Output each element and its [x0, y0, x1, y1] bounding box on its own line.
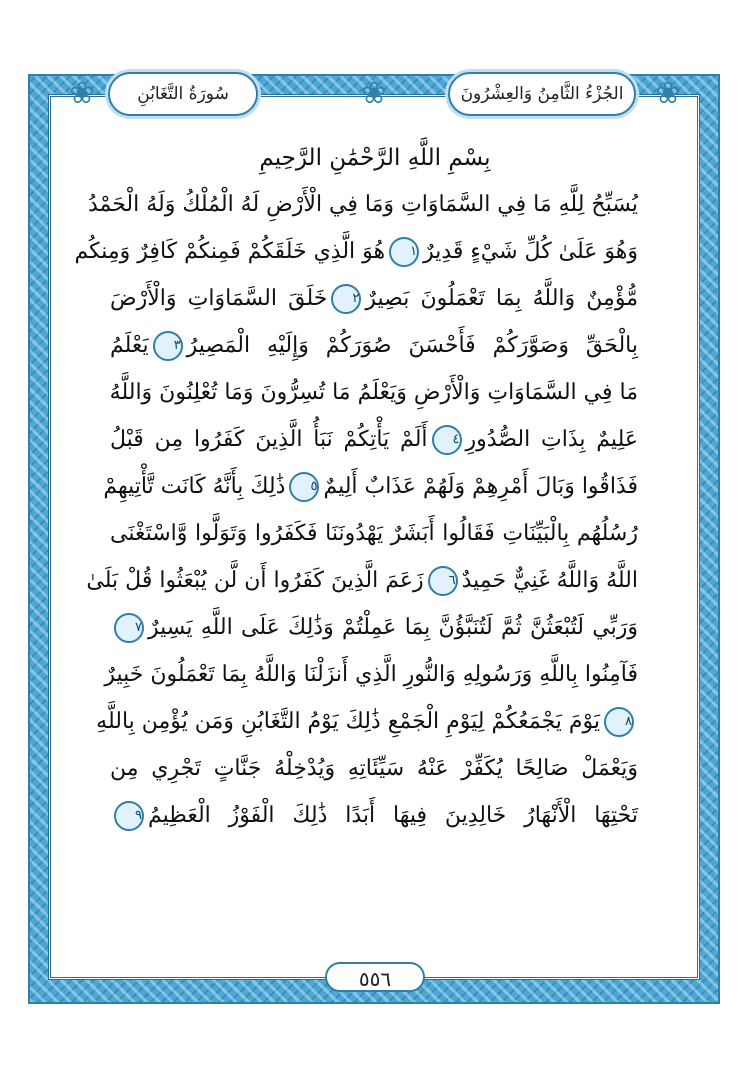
verse-line [74, 229, 638, 275]
verse-line [110, 417, 638, 463]
verse-text: فَذَاقُوا وَبَالَ أَمْرِهِمْ وَلَهُمْ عَذَابٌ أَلِيمٌ [323, 474, 638, 499]
verse-text: زَعَمَ الَّذِينَ كَفَرُوا أَن لَّن يُبْعَثُوا قُلْ بَلَىٰ [86, 568, 424, 593]
verse-line [110, 793, 638, 839]
ayah-number-marker: ٣ [153, 331, 183, 361]
surah-name-banner [108, 72, 258, 116]
ayah-number-marker: ١ [389, 237, 419, 267]
verse-text: يَعْلَمُ [110, 333, 149, 358]
verse-text: بِالْحَقِّ وَصَوَّرَكُمْ فَأَحْسَنَ صُوَرَكُمْ وَإِلَيْهِ الْمَصِيرُ [186, 333, 638, 358]
verse-text: وَيَعْمَلْ صَالِحًا يُكَفِّرْ عَنْهُ سَيِّئَاتِهِ وَيُدْخِلْهُ جَنَّاتٍ تَجْرِي مِن [110, 756, 638, 781]
verse-line [104, 652, 638, 698]
floral-ornament-icon: ❀ [655, 76, 681, 111]
verse-line [110, 746, 638, 792]
verse-text: وَهُوَ عَلَىٰ كُلِّ شَيْءٍ قَدِيرٌ [423, 239, 638, 264]
verse-text: اللَّهُ وَاللَّهُ غَنِيٌّ حَمِيدٌ [461, 568, 638, 593]
ayah-number-marker: ٤ [432, 425, 462, 455]
verse-text: رُسُلُهُم بِالْبَيِّنَاتِ فَقَالُوا أَبَشَرٌ يَهْدُونَنَا فَكَفَرُوا وَتَوَلَّوا وَّاسْتَغْنَى [110, 521, 638, 546]
page-number: ٥٥٦ [325, 962, 425, 992]
verse-text: خَلَقَ السَّمَاوَاتِ وَالْأَرْضَ [110, 286, 328, 311]
basmala: بِسْمِ اللَّهِ الرَّحْمَٰنِ الرَّحِيمِ [259, 145, 491, 171]
verse-text: يَوْمَ يَجْمَعُكُمْ لِيَوْمِ الْجَمْعِ ذَٰلِكَ يَوْمُ التَّغَابُنِ وَمَن يُؤْمِن بِاللَّهِ [96, 709, 600, 734]
floral-ornament-icon: ❀ [361, 76, 387, 111]
ayah-number-marker: ٦ [428, 566, 458, 596]
verse-line [110, 605, 638, 651]
verse-text: أَلَمْ يَأْتِكُمْ نَبَأُ الَّذِينَ كَفَرُوا مِن قَبْلُ [110, 427, 428, 452]
verse-line [110, 323, 638, 369]
verse-text: هُوَ الَّذِي خَلَقَكُمْ فَمِنكُمْ كَافِرٌ وَمِنكُم [74, 239, 386, 264]
verse-line [96, 699, 638, 745]
verse-line [87, 182, 638, 228]
ayah-number-marker: ٨ [604, 707, 634, 737]
verse-line [110, 370, 638, 416]
verse-line [110, 511, 638, 557]
verse-text: ذَٰلِكَ بِأَنَّهُ كَانَت تَّأْتِيهِمْ [103, 474, 286, 499]
verse-text: وَرَبِّي لَتُبْعَثُنَّ ثُمَّ لَتُنَبَّؤُنَّ بِمَا عَمِلْتُمْ وَذَٰلِكَ عَلَى اللَّهِ يَسِيرٌ [148, 615, 638, 640]
verse-line [103, 464, 638, 510]
verse-line [110, 276, 638, 322]
ayah-number-marker: ٧ [114, 613, 144, 643]
ayah-number-marker: ٢ [331, 284, 361, 314]
ayah-number-marker: ٥ [289, 472, 319, 502]
verse-text: يُسَبِّحُ لِلَّهِ مَا فِي السَّمَاوَاتِ وَمَا فِي الْأَرْضِ لَهُ الْمُلْكُ وَلَهُ الْحَمْدُ [87, 192, 638, 217]
ayah-number-marker: ٩ [114, 801, 144, 831]
juz-name-banner [448, 72, 636, 116]
verse-text: مَا فِي السَّمَاوَاتِ وَالْأَرْضِ وَيَعْلَمُ مَا تُسِرُّونَ وَمَا تُعْلِنُونَ وَاللَّهُ [109, 380, 638, 405]
floral-ornament-icon: ❀ [69, 76, 95, 111]
surah-name: سُورَةُ التَّغَابُنِ [137, 84, 229, 104]
juz-name: الجُزْءُ الثَّامِنُ وَالعِشْرُونَ [460, 84, 624, 104]
verse-text: تَحْتِهَا الْأَنْهَارُ خَالِدِينَ فِيهَا أَبَدًا ذَٰلِكَ الْفَوْزُ الْعَظِيمُ [148, 803, 638, 828]
verse-text: مُّؤْمِنٌ وَاللَّهُ بِمَا تَعْمَلُونَ بَصِيرٌ [365, 286, 638, 311]
verse-line [86, 558, 638, 604]
verse-text: عَلِيمٌ بِذَاتِ الصُّدُورِ [465, 427, 638, 452]
verse-text: فَآمِنُوا بِاللَّهِ وَرَسُولِهِ وَالنُّورِ الَّذِي أَنزَلْنَا وَاللَّهُ بِمَا تَعْمَلُونَ خَبِيرٌ [104, 662, 638, 687]
